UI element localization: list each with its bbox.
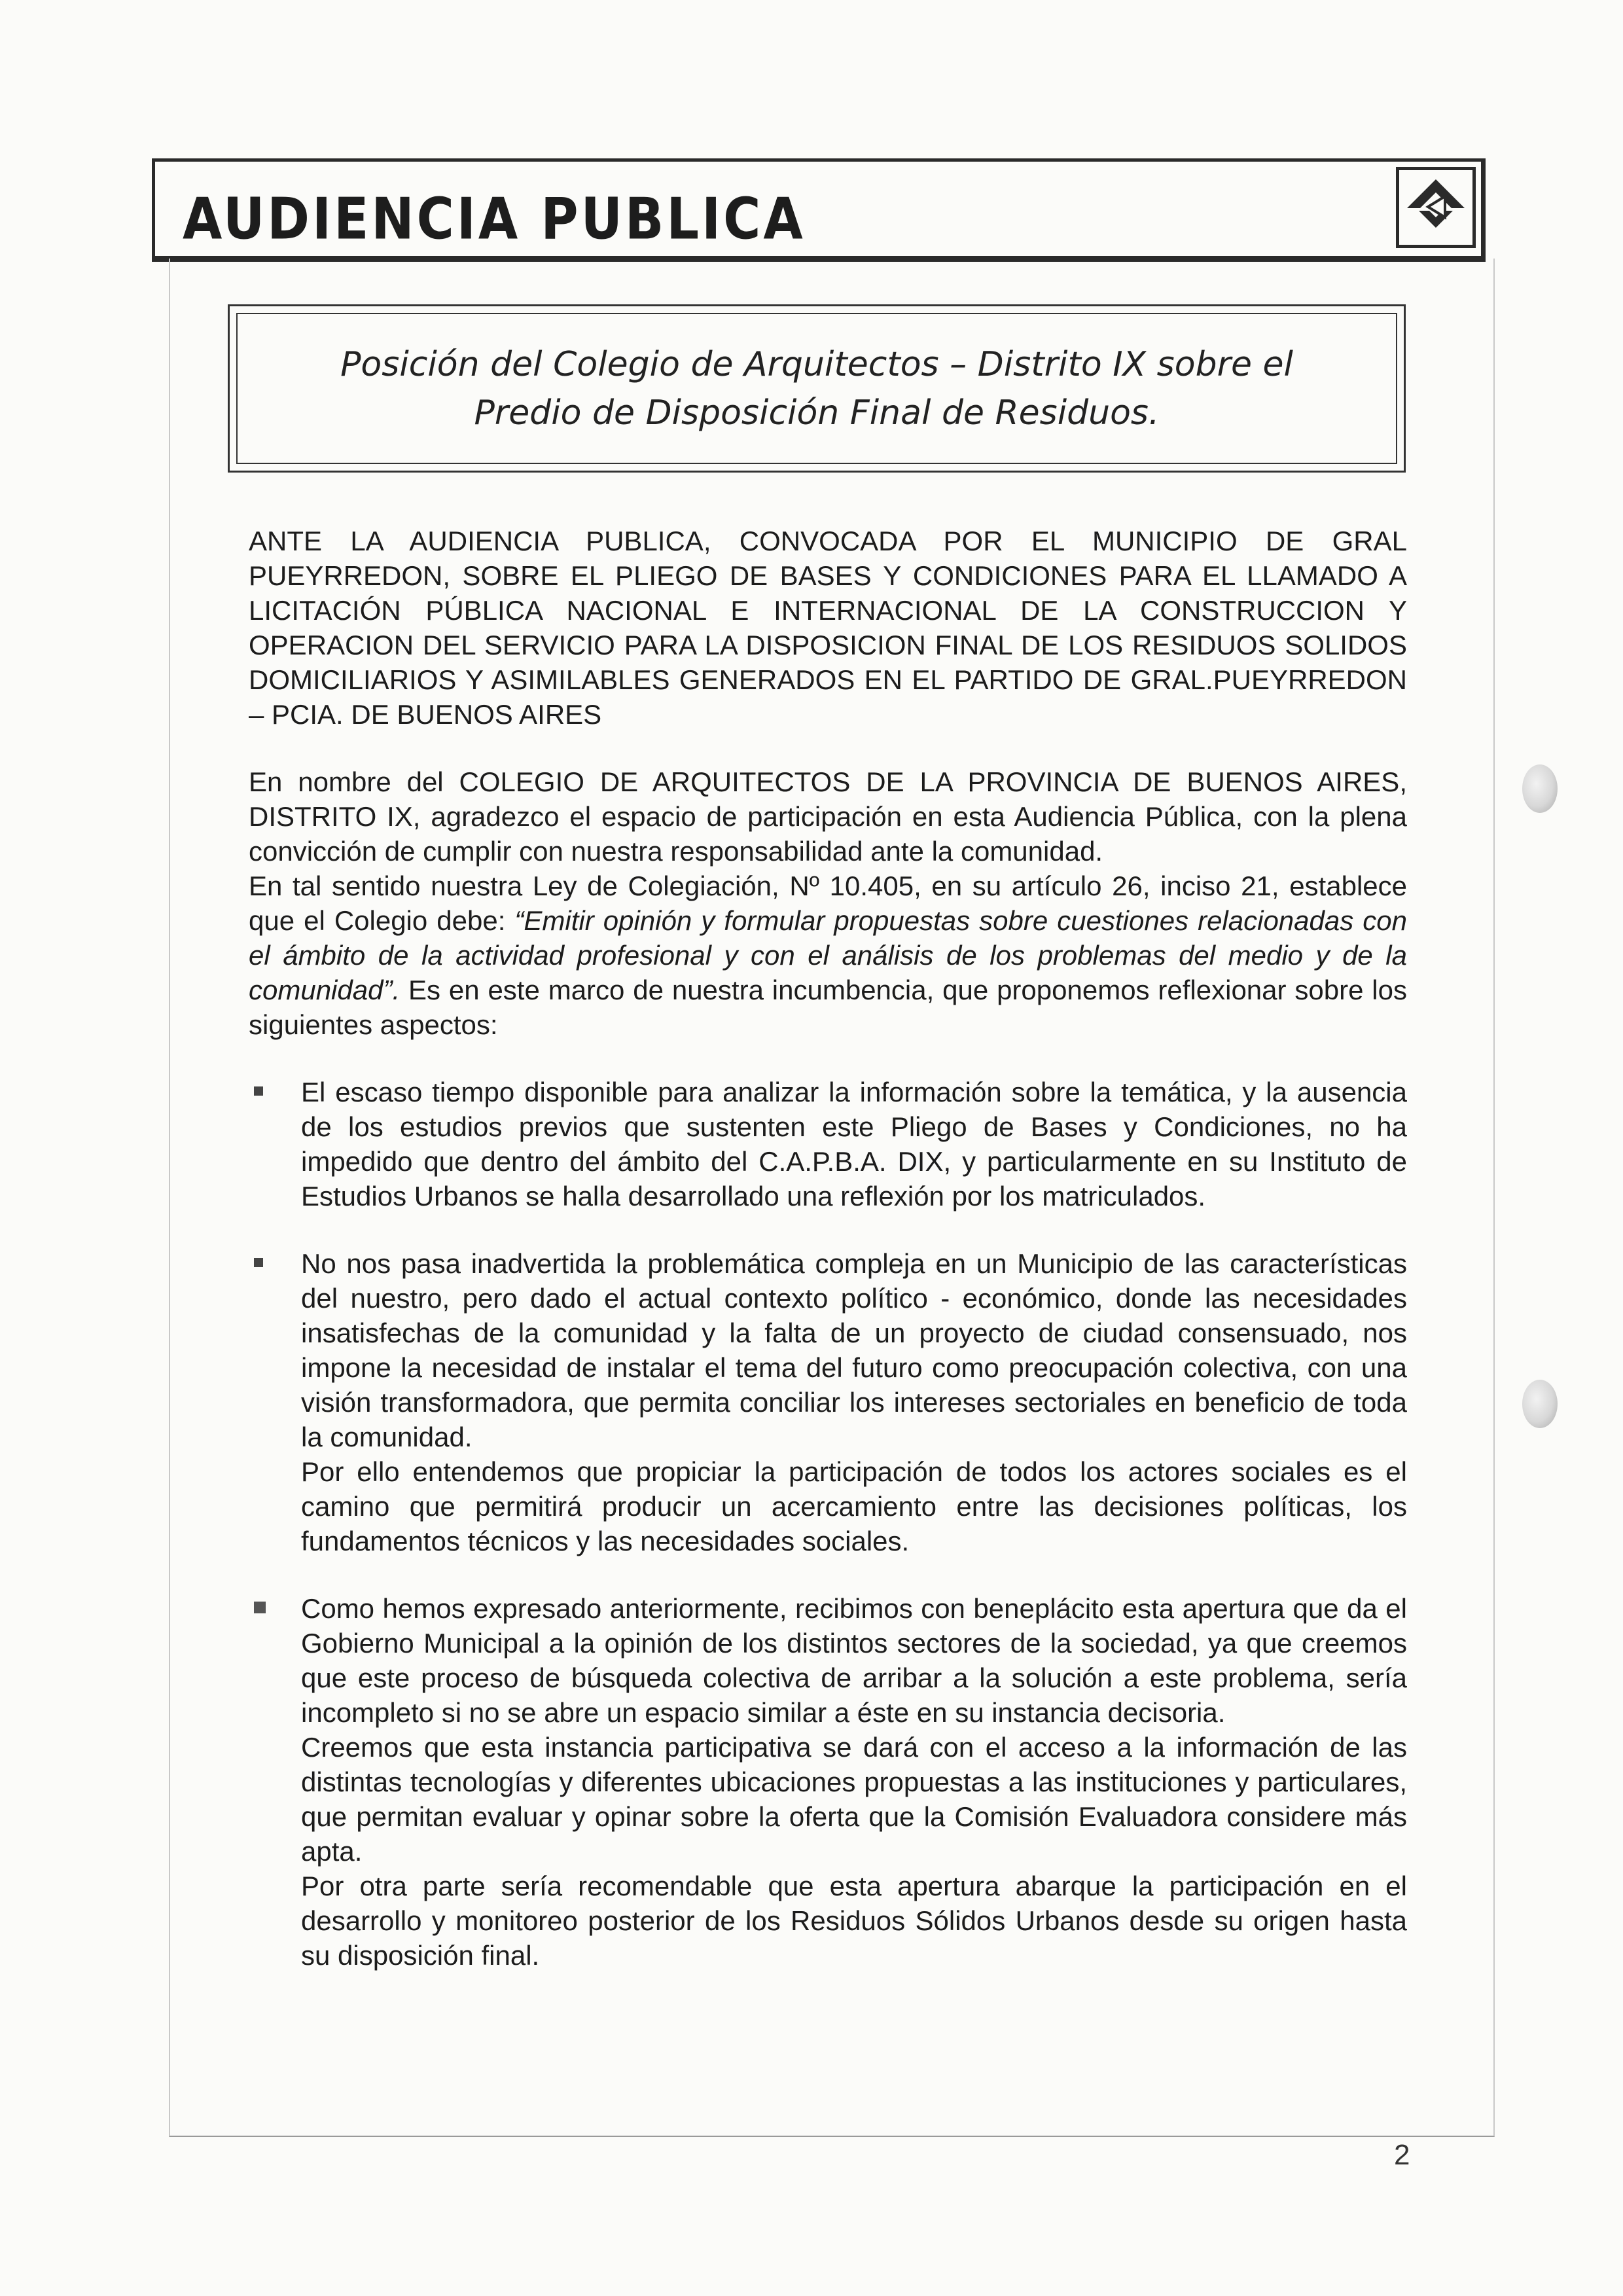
- list-item-text: Como hemos expresado anteriormente, recibimos con beneplácito esta apertura que da el Gobierno Municipal a la opinión de los distintos sectores de la sociedad, ya que creemos que este proceso de búsqueda colectiva de arribar a la solución a este problema, sería incompleto si no se abre un espacio similar a éste en su instancia decisoria.: [301, 1593, 1407, 1728]
- bullet-icon: [254, 1258, 263, 1267]
- list-item-text: Por ello entendemos que propiciar la participación de todos los actores sociales es el camino que permitirá producir un acercamiento entre las decisiones políticas, los fundamentos técnicos y las necesidades sociales.: [301, 1456, 1407, 1556]
- title-box-inner: [236, 313, 1397, 464]
- header-title: AUDIENCIA PUBLICA: [183, 187, 806, 253]
- intro-paragraph: ANTE LA AUDIENCIA PUBLICA, CONVOCADA POR EL MUNICIPIO DE GRAL PUEYRREDON, SOBRE EL PLIEGO DE BASES Y CONDICIONES PARA EL LLAMADO A LICITACIÓN PÚBLICA NACIONAL E INTERNACIONAL DE LA CONSTRUCCION Y OPERACION DEL SERVICIO PARA LA DISPOSICION FINAL DE LOS RESIDUOS SOLIDOS DOMICILIARIOS Y ASIMILABLES GENERADOS EN EL PARTIDO DE GRAL.PUEYRREDON – PCIA. DE BUENOS AIRES: [249, 526, 1407, 730]
- paragraph-2-before: En tal sentido nuestra Ley de Colegiación, Nº 10.405, en su artículo 26, inciso 21, establece que el Colegio debe:: [249, 870, 1407, 936]
- list-item: [249, 1591, 1407, 1973]
- title-line-2: Predio de Disposición Final de Residuos.: [474, 393, 1160, 433]
- paragraph-2: [249, 869, 1407, 1042]
- bullet-icon: [254, 1602, 266, 1613]
- paragraph-2-after: Es en este marco de nuestra incumbencia, que proponemos reflexionar sobre los siguientes aspectos:: [249, 975, 1407, 1040]
- page-number: 2: [1394, 2139, 1410, 2171]
- list-item-text: Por otra parte sería recomendable que esta apertura abarque la participación en el desarrollo y monitoreo posterior de los Residuos Sólidos Urbanos desde su origen hasta su disposición final.: [301, 1871, 1407, 1971]
- punch-hole: [1522, 1380, 1558, 1428]
- list-item-text: Creemos que esta instancia participativa se dará con el acceso a la información de las distintas tecnologías y diferentes ubicaciones propuestas a las instituciones y particulares, que permitan evaluar y opinar sobre la oferta que la Comisión Evaluadora considere más apta.: [301, 1732, 1407, 1867]
- list-item: [249, 1075, 1407, 1213]
- punch-hole: [1522, 764, 1558, 813]
- law-quote: “Emitir opinión y formular propuestas sobre cuestiones relacionadas con el ámbito de la actividad profesional y con el análisis de los problemas del medio y de la comunidad”.: [249, 905, 1407, 1005]
- header-banner: [152, 158, 1486, 262]
- title-line-1: Posición del Colegio de Arquitectos – Distrito IX sobre el: [340, 344, 1293, 384]
- list-item-text: El escaso tiempo disponible para analizar la información sobre la temática, y la ausencia de los estudios previos que sustenten este Pliego de Bases y Condiciones, no ha impedido que dentro del ámbito del C.A.P.B.A. DIX, y particularmente en su Instituto de Estudios Urbanos se halla desarrollado una reflexión por los matriculados.: [301, 1077, 1407, 1211]
- logo-icon: [1396, 167, 1476, 248]
- document-body: [249, 524, 1407, 1973]
- list-item: [249, 1246, 1407, 1558]
- bullet-icon: [254, 1086, 263, 1096]
- list-item-text: No nos pasa inadvertida la problemática compleja en un Municipio de las características del nuestro, pero dado el actual contexto político - económico, donde las necesidades insatisfechas de la comunidad y la falta de un proyecto de ciudad consensuado, nos impone la necesidad de instalar el tema del futuro como preocupación colectiva, con una visión transformadora, que permita conciliar los intereses sectoriales en beneficio de toda la comunidad.: [301, 1248, 1407, 1452]
- title-box: [228, 304, 1406, 473]
- paragraph-1: En nombre del COLEGIO DE ARQUITECTOS DE LA PROVINCIA DE BUENOS AIRES, DISTRITO IX, agradezco el espacio de participación en esta Audiencia Pública, con la plena convicción de cumplir con nuestra responsabilidad ante la comunidad.: [249, 766, 1407, 867]
